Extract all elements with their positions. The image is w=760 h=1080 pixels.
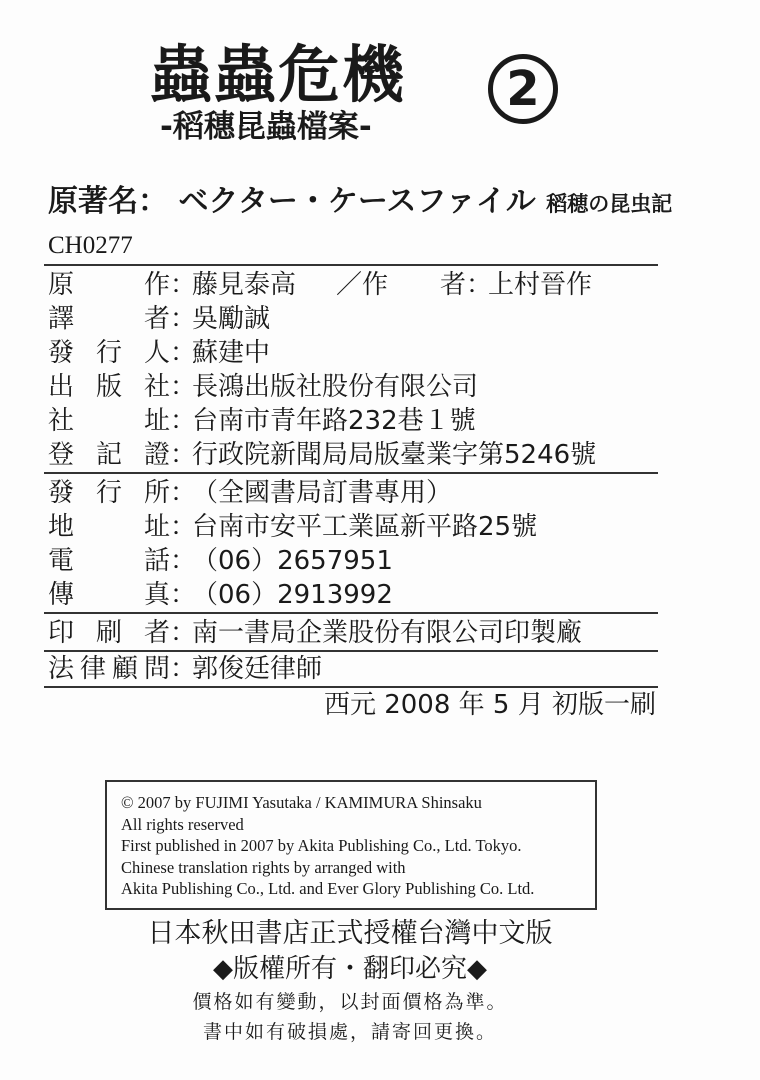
colon: ： [170,338,197,368]
colon: ： [466,270,493,300]
credit-label: 譯者 [48,304,170,334]
copyright-line: © 2007 by FUJIMI Yasutaka / KAMIMURA Shinsaku [121,793,482,812]
credit-row [48,512,537,542]
colon: ： [170,406,197,436]
divider [44,686,658,688]
divider [44,650,658,652]
divider [44,472,658,474]
credit-row [48,372,478,402]
credit-row [48,618,582,648]
credit-value: （全國書局訂書專用） [192,478,453,508]
credit-value: 行政院新聞局局版臺業字第5246號 [192,440,597,470]
credit-value: 台南市青年路232巷１號 [192,406,476,436]
credit-label: 印刷者 [48,618,170,648]
credit-value: （06）2913992 [192,580,393,610]
colon: ： [170,478,197,508]
credit-value: 蘇建中 [192,338,271,368]
credit-label: 法律顧問 [48,654,170,684]
colon: ： [138,184,168,219]
copyright-line: First published in 2007 by Akita Publishing Co., Ltd. Tokyo. [121,836,522,855]
credit-row [48,546,393,576]
credit-label: 地址 [48,512,170,542]
credit-value: 長鴻出版社股份有限公司 [192,372,479,402]
credit-value: 吳勵誠 [192,304,271,334]
original-title-label: 原著名 [48,184,138,219]
credit-extra-label: ／作 者 [336,270,467,300]
colon: ： [170,270,197,300]
credit-row [48,580,393,610]
divider [44,264,658,266]
credit-value: 台南市安平工業區新平路25號 [192,512,538,542]
credit-label: 電話 [48,546,170,576]
book-subtitle: -稻穗昆蟲檔案- [160,109,372,145]
colon: ： [170,618,197,648]
credit-row [48,304,270,334]
price-note: 價格如有變動，以封面價格為準。 [192,991,508,1013]
credit-row [48,654,322,684]
rights-notice: ◆版權所有・翻印必究◆ [213,954,487,984]
colon: ： [170,546,197,576]
copyright-line: Akita Publishing Co., Ltd. and Ever Glory Publishing Co. Ltd. [121,879,535,898]
credit-extra-value: 上村晉作 [488,270,593,300]
credit-row [48,440,596,470]
credit-label: 社址 [48,406,170,436]
original-title [48,184,672,222]
credit-row [48,338,270,368]
credit-value: 藤見泰高 [192,270,297,300]
publication-date: 西元 2008 年 5 月 初版一刷 [323,690,656,720]
credit-row [48,270,592,300]
book-code: CH0277 [48,232,133,259]
colon: ： [170,304,197,334]
divider [44,612,658,614]
colon: ： [170,372,197,402]
credit-row [48,406,476,436]
credit-label: 登記證 [48,440,170,470]
credit-label: 發行所 [48,478,170,508]
colon: ： [170,580,197,610]
colon: ： [170,512,197,542]
license-notice: 日本秋田書店正式授權台灣中文版 [147,918,553,949]
volume-number: 2 [488,54,558,124]
copyright-box [105,780,597,910]
damage-note: 書中如有破損處，請寄回更換。 [202,1021,497,1043]
copyright-line: All rights reserved [121,814,244,834]
colon: ： [170,654,197,684]
credit-label: 原作 [48,270,170,300]
credit-value: （06）2657951 [192,546,393,576]
credit-label: 傳真 [48,580,170,610]
book-title: 蟲蟲危機 [150,38,407,111]
original-title-sub: 稻穂の昆虫記 [546,192,673,216]
credit-label: 發行人 [48,338,170,368]
credit-value: 南一書局企業股份有限公司印製廠 [192,618,583,648]
copyright-line: Chinese translation rights by arranged with [121,857,406,877]
credit-row [48,478,452,508]
credit-value: 郭俊廷律師 [192,654,323,684]
colon: ： [170,440,197,470]
original-title-main: ベクター・ケースファイル [178,184,536,219]
credit-label: 出版社 [48,372,170,402]
